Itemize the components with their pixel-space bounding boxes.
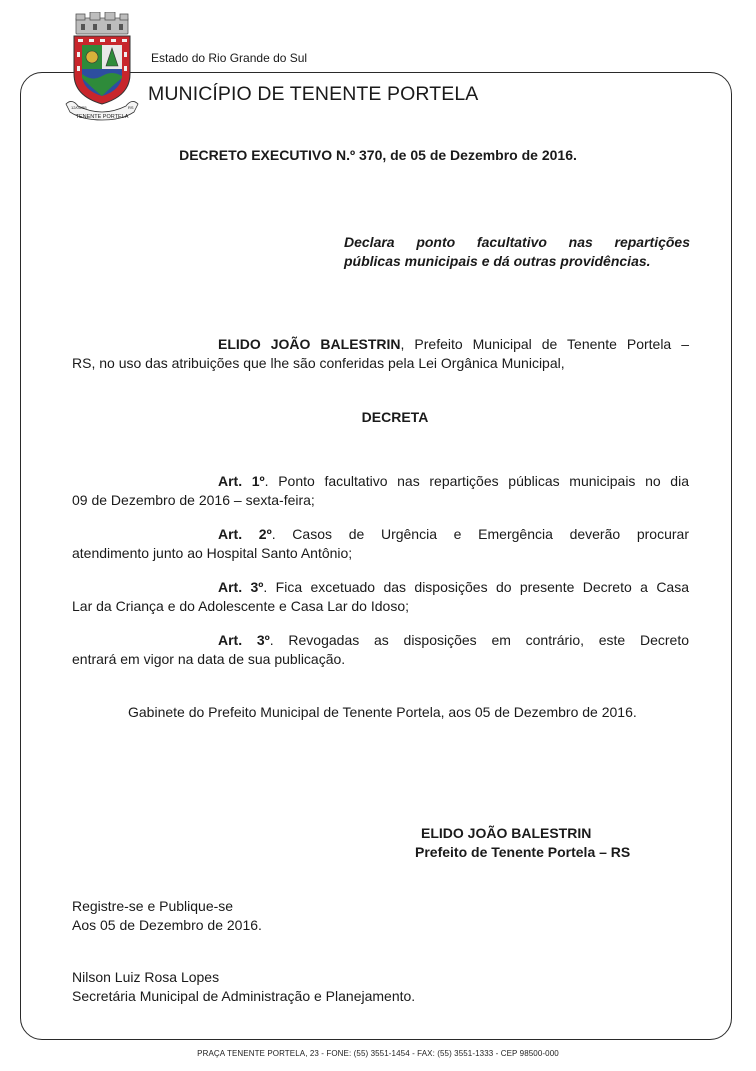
article-paragraph	[72, 631, 689, 669]
article-paragraph	[72, 525, 689, 563]
article-text: . Casos de Urgência e Emergência deverão procurar	[271, 526, 689, 542]
register-date: Aos 05 de Dezembro de 2016.	[72, 917, 262, 933]
decreta-heading: DECRETA	[361, 409, 429, 425]
register-block	[72, 897, 262, 935]
secretary-name: Nilson Luiz Rosa Lopes	[72, 969, 220, 985]
municipal-coat-of-arms-icon	[62, 12, 142, 124]
decree-title: DECRETO EXECUTIVO N.º 370, de 05 de Dezembro de 2016.	[179, 147, 577, 163]
state-name: Estado do Rio Grande do Sul	[151, 51, 308, 65]
signature-role: Prefeito de Tenente Portela – RS	[415, 844, 631, 860]
article-text-continued: 09 de Dezembro de 2016 – sexta-feira;	[72, 492, 315, 508]
mayor-name: ELIDO JOÃO BALESTRIN	[218, 336, 401, 352]
crest-scroll-state: RS	[128, 105, 134, 110]
crest-scroll-date: 12/05/55	[71, 105, 87, 110]
article-label: Art. 3º	[218, 579, 264, 595]
article-paragraph	[72, 578, 689, 616]
article-text-continued: entrará em vigor na data de sua publicação.	[72, 651, 346, 667]
article-text-continued: Lar da Criança e do Adolescente e Casa Lar do Idoso;	[72, 598, 409, 614]
article-text: . Ponto facultativo nas repartições públicas municipais no dia	[264, 473, 689, 489]
article-text-continued: atendimento junto ao Hospital Santo Antônio;	[72, 545, 353, 561]
decree-summary	[344, 233, 690, 271]
municipality-name: MUNICÍPIO DE TENENTE PORTELA	[148, 83, 479, 105]
article-text: . Revogadas as disposições em contrário, este Decreto	[269, 632, 689, 648]
secretary-role: Secretária Municipal de Administração e Planejamento.	[72, 988, 416, 1004]
summary-line: Declara ponto facultativo nas repartições	[344, 234, 690, 250]
article-text: . Fica excetuado das disposições do presente Decreto a Casa	[263, 579, 689, 595]
crest-scroll-text: TENENTE PORTELA	[75, 114, 129, 120]
article-label: Art. 1º	[218, 473, 265, 489]
summary-line: públicas municipais e dá outras providências.	[344, 253, 651, 269]
intro-text: , Prefeito Municipal de Tenente Portela –	[400, 336, 689, 352]
article-paragraph	[72, 472, 689, 510]
article-label: Art. 3º	[218, 632, 270, 648]
intro-text-continued: RS, no uso das atribuições que lhe são conferidas pela Lei Orgânica Municipal,	[72, 355, 565, 371]
article-label: Art. 2º	[218, 526, 272, 542]
intro-paragraph	[72, 335, 689, 373]
secretary-block	[72, 968, 415, 1006]
footer-address: PRAÇA TENENTE PORTELA, 23 - FONE: (55) 3551-1454 - FAX: (55) 3551-1333 - CEP 98500-000	[197, 1049, 559, 1058]
signature-name: ELIDO JOÃO BALESTRIN	[421, 825, 592, 841]
closing-line: Gabinete do Prefeito Municipal de Tenente Portela, aos 05 de Dezembro de 2016.	[128, 704, 637, 720]
register-line: Registre-se e Publique-se	[72, 898, 234, 914]
